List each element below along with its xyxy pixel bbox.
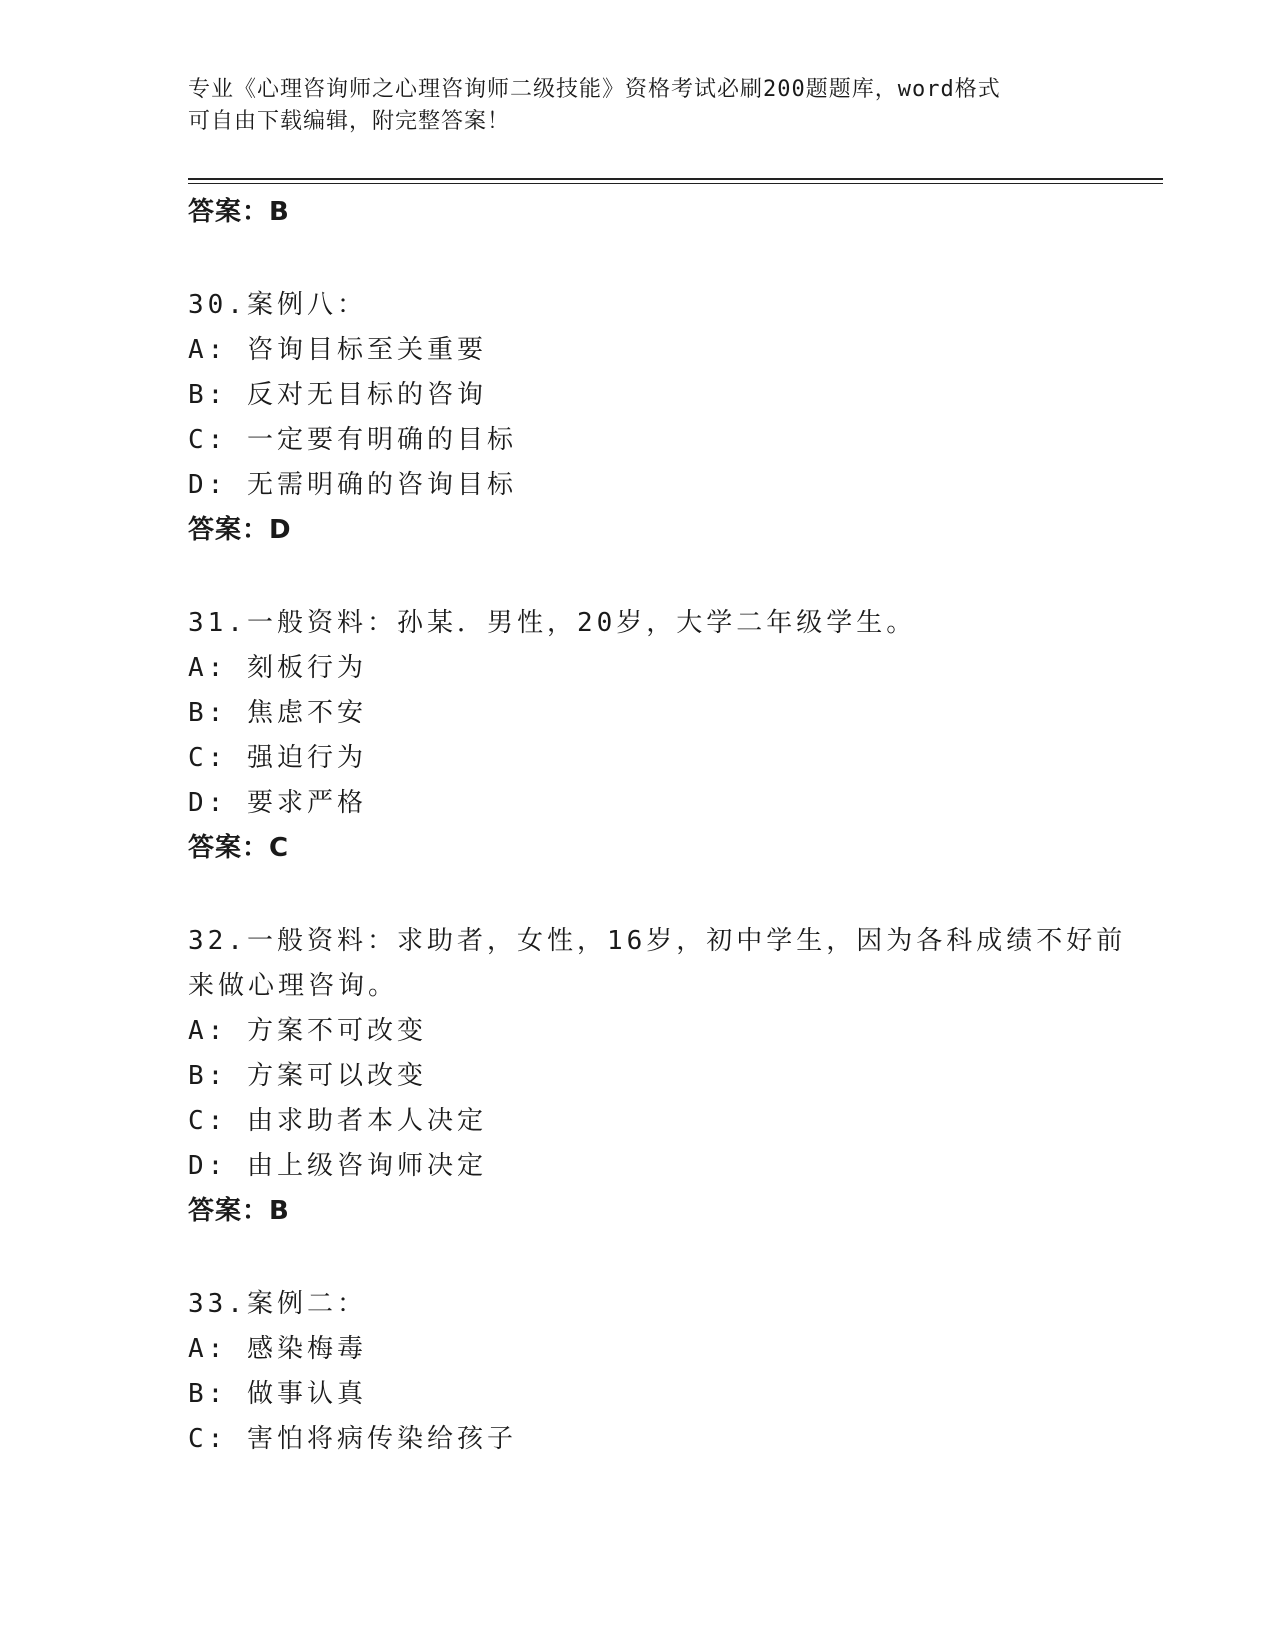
answer-line: 答案：B xyxy=(188,197,290,227)
option-b: B: 做事认真 xyxy=(188,1379,367,1409)
option-c: C: 由求助者本人决定 xyxy=(188,1106,487,1136)
header-rule-thick xyxy=(188,178,1163,180)
question-30 xyxy=(188,283,1148,553)
spacer xyxy=(188,553,1148,601)
question-stem: 31.一般资料：孙某．男性，20岁，大学二年级学生。 xyxy=(188,608,917,638)
answer-line: 答案：C xyxy=(188,833,290,863)
spacer xyxy=(188,871,1148,919)
spacer xyxy=(188,1234,1148,1282)
answer-line: 答案：D xyxy=(188,515,292,545)
question-stem: 32.一般资料：求助者，女性，16岁，初中学生，因为各科成绩不好前 xyxy=(188,926,1127,956)
question-stem: 33.案例二： xyxy=(188,1289,367,1319)
header-line-1: 专业《心理咨询师之心理咨询师二级技能》资格考试必刷200题题库，word格式 xyxy=(188,77,1001,102)
question-stem-continued: 来做心理咨询。 xyxy=(188,971,399,1001)
option-b: B: 焦虑不安 xyxy=(188,698,367,728)
option-c: C: 害怕将病传染给孩子 xyxy=(188,1424,517,1454)
option-a: A: 感染梅毒 xyxy=(188,1334,367,1364)
question-list xyxy=(188,190,1148,1462)
question-32 xyxy=(188,919,1148,1234)
header-line-2: 可自由下载编辑，附完整答案！ xyxy=(188,109,511,134)
option-a: A: 方案不可改变 xyxy=(188,1016,427,1046)
document-header xyxy=(188,74,1088,138)
question-33 xyxy=(188,1282,1148,1462)
spacer xyxy=(188,235,1148,283)
option-d: D: 要求严格 xyxy=(188,788,367,818)
option-b: B: 反对无目标的咨询 xyxy=(188,380,487,410)
question-31 xyxy=(188,601,1148,871)
question-stem: 30.案例八： xyxy=(188,290,367,320)
option-d: D: 无需明确的咨询目标 xyxy=(188,470,517,500)
option-d: D: 由上级咨询师决定 xyxy=(188,1151,487,1181)
option-a: A: 刻板行为 xyxy=(188,653,367,683)
option-a: A: 咨询目标至关重要 xyxy=(188,335,487,365)
option-c: C: 强迫行为 xyxy=(188,743,367,773)
header-rule-thin xyxy=(188,183,1163,184)
option-b: B: 方案可以改变 xyxy=(188,1061,427,1091)
answer-line: 答案：B xyxy=(188,1196,290,1226)
option-c: C: 一定要有明确的目标 xyxy=(188,425,517,455)
